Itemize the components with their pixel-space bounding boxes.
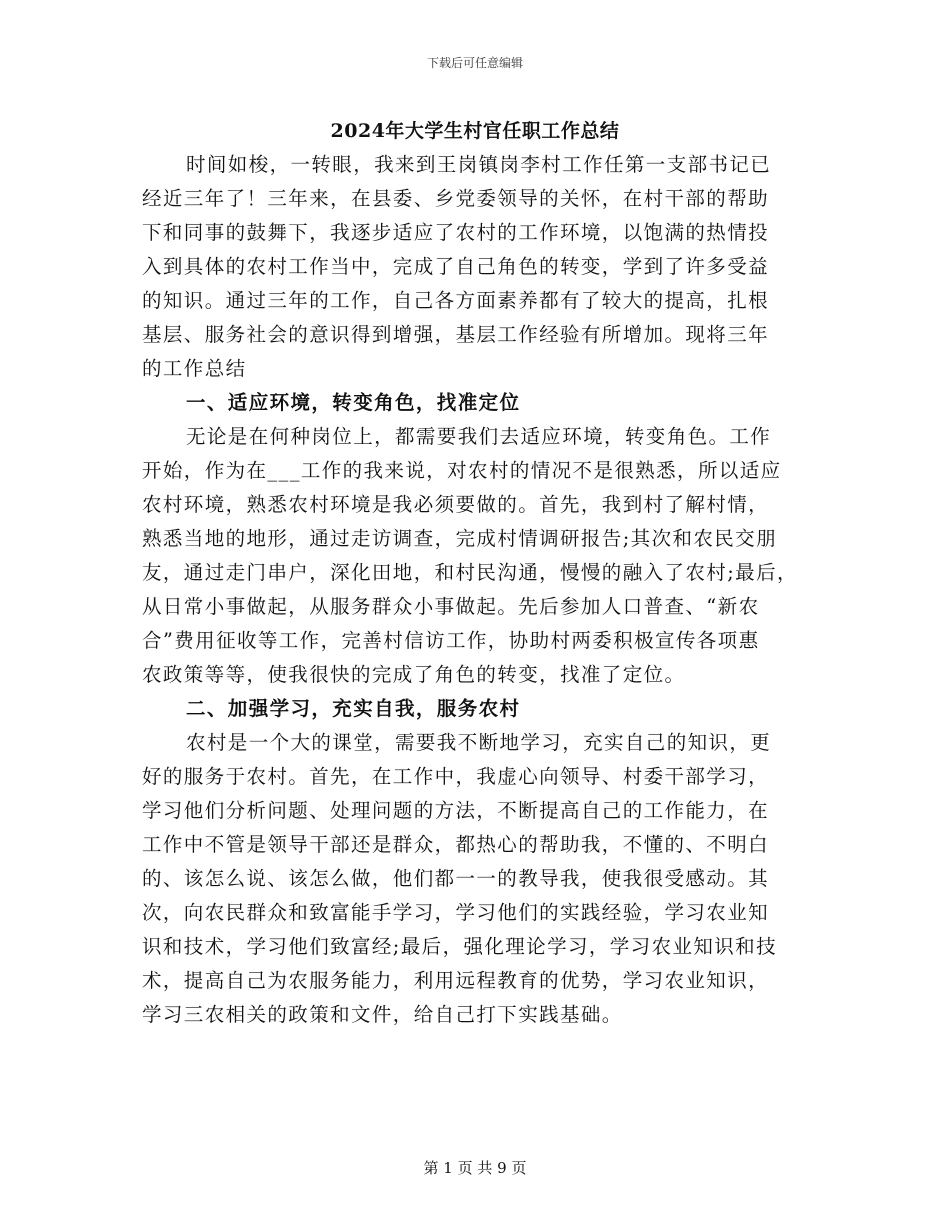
paragraph-line: 术，提高自己为农服务能力，利用远程教育的优势，学习农业知识， xyxy=(142,969,770,992)
paragraph-line: 农政策等等，使我很快的完成了角色的转变，找准了定位。 xyxy=(142,663,686,686)
paragraph-line: 友，通过走门串户，深化田地，和村民沟通，慢慢的融入了农村;最后， xyxy=(142,561,798,584)
paragraph-line: 次，向农民群众和致富能手学习，学习他们的实践经验，学习农业知 xyxy=(142,901,770,924)
paragraph-line: 农村是一个大的课堂，需要我不断地学习，充实自己的知识，更 xyxy=(186,731,772,754)
paragraph-line: 从日常小事做起，从服务群众小事做起。先后参加人口普查、“新农 xyxy=(142,595,760,618)
paragraph-line: 识和技术，学习他们致富经;最后，强化理论学习，学习农业知识和技 xyxy=(142,935,777,958)
paragraph-line: 入到具体的农村工作当中，完成了自己角色的转变，学到了许多受益 xyxy=(142,255,770,278)
document-body xyxy=(142,148,822,1032)
paragraph-line: 的工作总结 xyxy=(142,357,247,380)
paragraph-line: 经近三年了！三年来，在县委、乡党委领导的关怀，在村干部的帮助 xyxy=(142,187,770,210)
paragraph-line: 农村环境，熟悉农村环境是我必须要做的。首先，我到村了解村情， xyxy=(142,493,770,516)
paragraph-line: 的知识。通过三年的工作，自己各方面素养都有了较大的提高，扎根 xyxy=(142,289,770,312)
page-number-footer: 第 1 页 共 9 页 xyxy=(423,1159,527,1177)
paragraph-line: 的、该怎么说、该怎么做，他们都一一的教导我，使我很受感动。其 xyxy=(142,867,770,890)
paragraph-line: 开始，作为在___工作的我来说，对农村的情况不是很熟悉，所以适应 xyxy=(142,459,782,482)
paragraph-line: 学习他们分析问题、处理问题的方法，不断提高自己的工作能力，在 xyxy=(142,799,770,822)
paragraph-line: 无论是在何种岗位上，都需要我们去适应环境，转变角色。工作 xyxy=(186,425,772,448)
paragraph-line: 基层、服务社会的意识得到增强，基层工作经验有所增加。现将三年 xyxy=(142,323,770,346)
paragraph-line: 熟悉当地的地形，通过走访调查，完成村情调研报告;其次和农民交朋 xyxy=(142,527,777,550)
paragraph-line: 下和同事的鼓舞下，我逐步适应了农村的工作环境，以饱满的热情投 xyxy=(142,221,770,244)
paragraph-line: 学习三农相关的政策和文件，给自己打下实践基础。 xyxy=(142,1003,623,1026)
paragraph-line: 合”费用征收等工作，完善村信访工作，协助村两委积极宣传各项惠 xyxy=(142,629,760,652)
paragraph-line: 好的服务于农村。首先，在工作中，我虚心向领导、村委干部学习， xyxy=(142,765,770,788)
header-note: 下载后可任意编辑 xyxy=(426,56,523,70)
paragraph-line: 工作中不管是领导干部还是群众，都热心的帮助我，不懂的、不明白 xyxy=(142,833,770,856)
section-heading-1: 一、适应环境，转变角色，找准定位 xyxy=(186,391,521,414)
section-heading-2: 二、加强学习，充实自我，服务农村 xyxy=(186,697,521,720)
document-title: 2024年大学生村官任职工作总结 xyxy=(330,120,620,142)
paragraph-line: 时间如梭，一转眼，我来到王岗镇岗李村工作任第一支部书记已 xyxy=(186,153,772,176)
